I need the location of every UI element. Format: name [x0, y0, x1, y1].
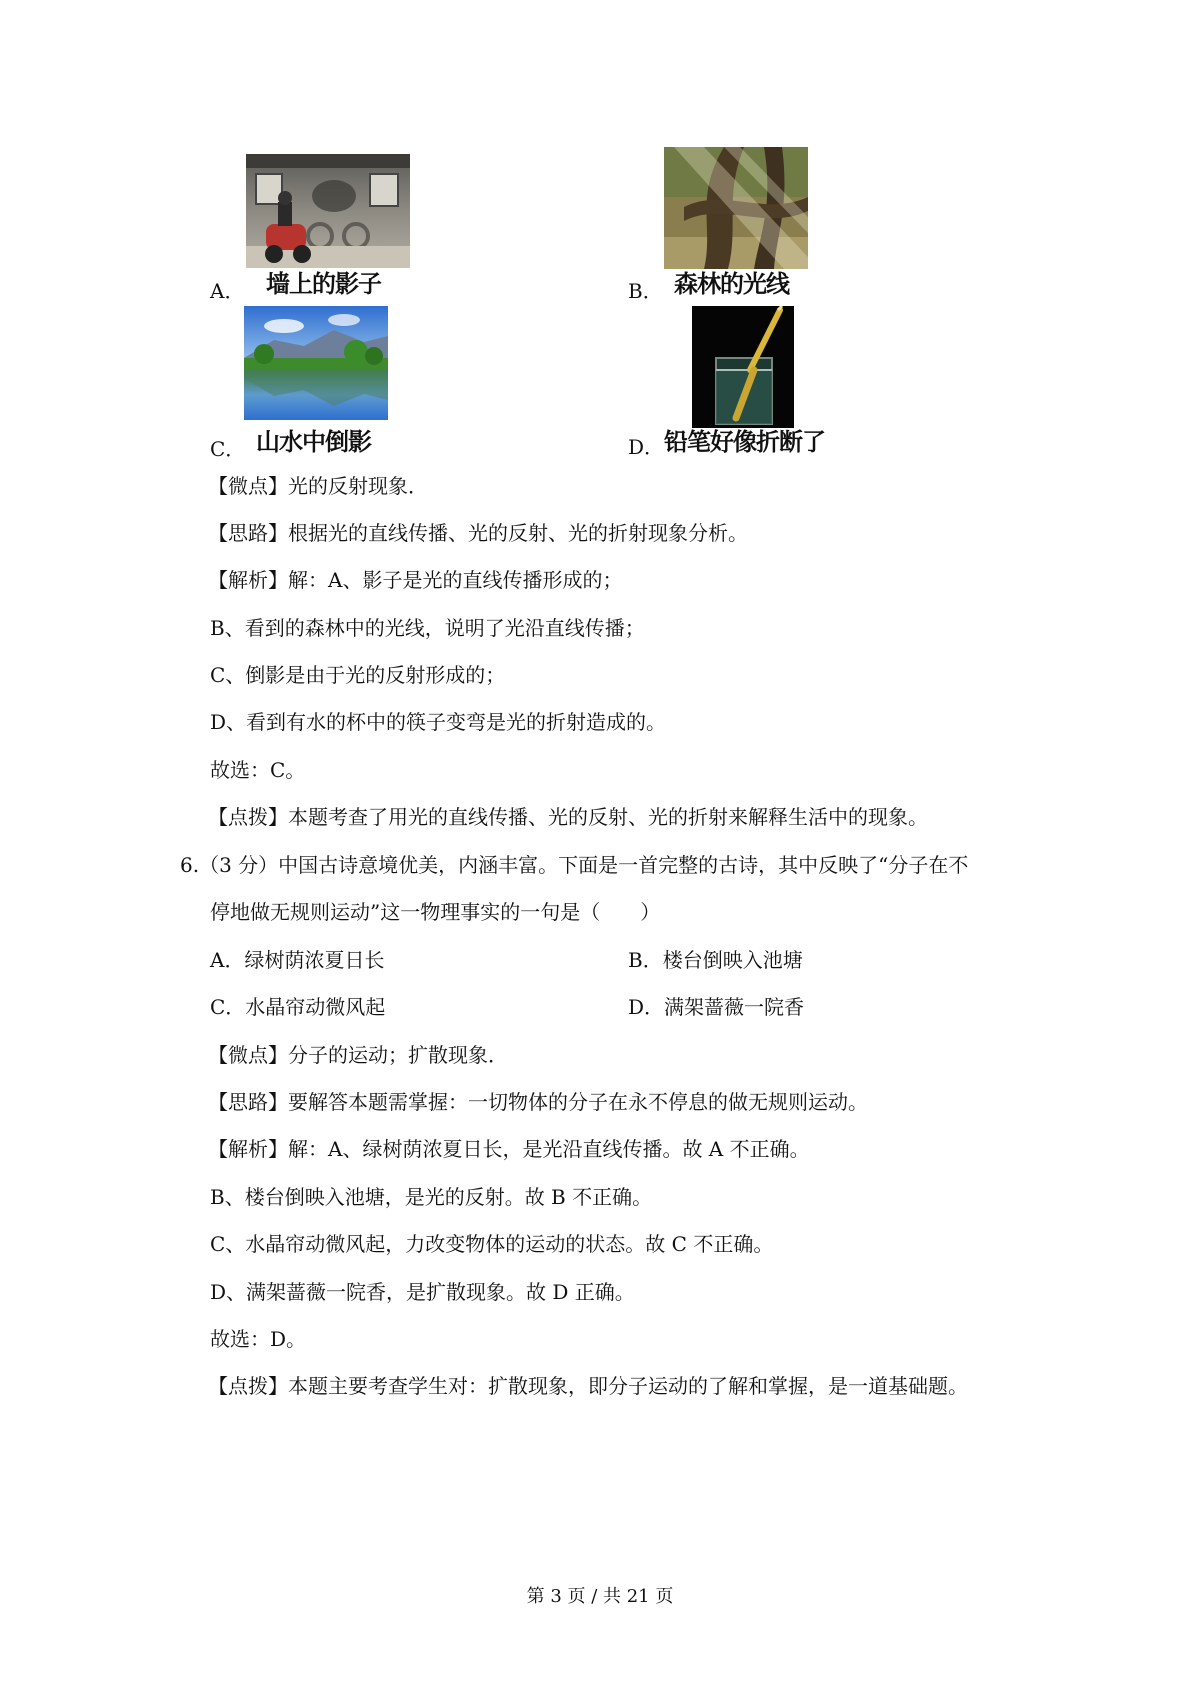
q6-answer: 故选：D。	[210, 1327, 307, 1351]
q5-dianbo: 【点拨】本题考查了用光的直线传播、光的反射、光的折射来解释生活中的现象。	[208, 805, 928, 829]
q6-jiexi-b: B、楼台倒映入池塘，是光的反射。故 B 不正确。	[210, 1185, 653, 1209]
lake-reflection-image	[244, 306, 388, 420]
q5-option-a-caption: 墙上的影子	[266, 270, 381, 298]
page-footer: 第 3 页 / 共 21 页	[526, 1586, 674, 1607]
q6-option-d: D．满架蔷薇一院香	[628, 995, 805, 1019]
q6-silu: 【思路】要解答本题需掌握：一切物体的分子在永不停息的做无规则运动。	[208, 1090, 868, 1114]
q5-jiexi-d: D、看到有水的杯中的筷子变弯是光的折射造成的。	[210, 710, 667, 734]
q5-option-d-letter: D．	[628, 435, 665, 459]
q6-jiexi-c: C、水晶帘动微风起，力改变物体的运动的状态。故 C 不正确。	[210, 1232, 774, 1256]
q6-stem-line2: 停地做无规则运动”这一物理事实的一句是（ ）	[210, 900, 661, 924]
q6-dianbo: 【点拨】本题主要考查学生对：扩散现象，即分子运动的了解和掌握，是一道基础题。	[208, 1374, 968, 1398]
q5-option-b-caption: 森林的光线	[674, 270, 789, 298]
q5-option-c-letter: C．	[210, 437, 246, 461]
q5-jiexi: 【解析】解：A、影子是光的直线传播形成的；	[208, 568, 623, 592]
q6-weidian: 【微点】分子的运动；扩散现象．	[208, 1043, 508, 1067]
q5-option-c-caption: 山水中倒影	[256, 428, 371, 456]
wall-shadow-image	[246, 154, 410, 268]
q6-jiexi: 【解析】解：A、绿树荫浓夏日长，是光沿直线传播。故 A 不正确。	[208, 1137, 810, 1161]
q5-jiexi-b: B、看到的森林中的光线，说明了光沿直线传播；	[210, 616, 645, 640]
forest-light-image	[664, 147, 808, 269]
pencil-in-glass-image	[692, 306, 794, 428]
q5-weidian: 【微点】光的反射现象．	[208, 474, 428, 498]
q5-jiexi-c: C、倒影是由于光的反射形成的；	[210, 663, 506, 687]
q6-option-a: A．绿树荫浓夏日长	[210, 948, 385, 972]
q6-stem-line1: 6.（3 分）中国古诗意境优美，内涵丰富。下面是一首完整的古诗，其中反映了“分子在不	[180, 853, 969, 877]
q6-jiexi-d: D、满架蔷薇一院香，是扩散现象。故 D 正确。	[210, 1280, 635, 1304]
q5-option-a-letter: A．	[210, 279, 245, 303]
q6-option-b: B．楼台倒映入池塘	[628, 948, 803, 972]
q5-option-d-caption: 铅笔好像折断了	[664, 428, 825, 456]
q6-option-c: C．水晶帘动微风起	[210, 995, 386, 1019]
q5-option-b-letter: B．	[628, 279, 663, 303]
q5-silu: 【思路】根据光的直线传播、光的反射、光的折射现象分析。	[208, 521, 748, 545]
q5-answer: 故选：C。	[210, 758, 306, 782]
